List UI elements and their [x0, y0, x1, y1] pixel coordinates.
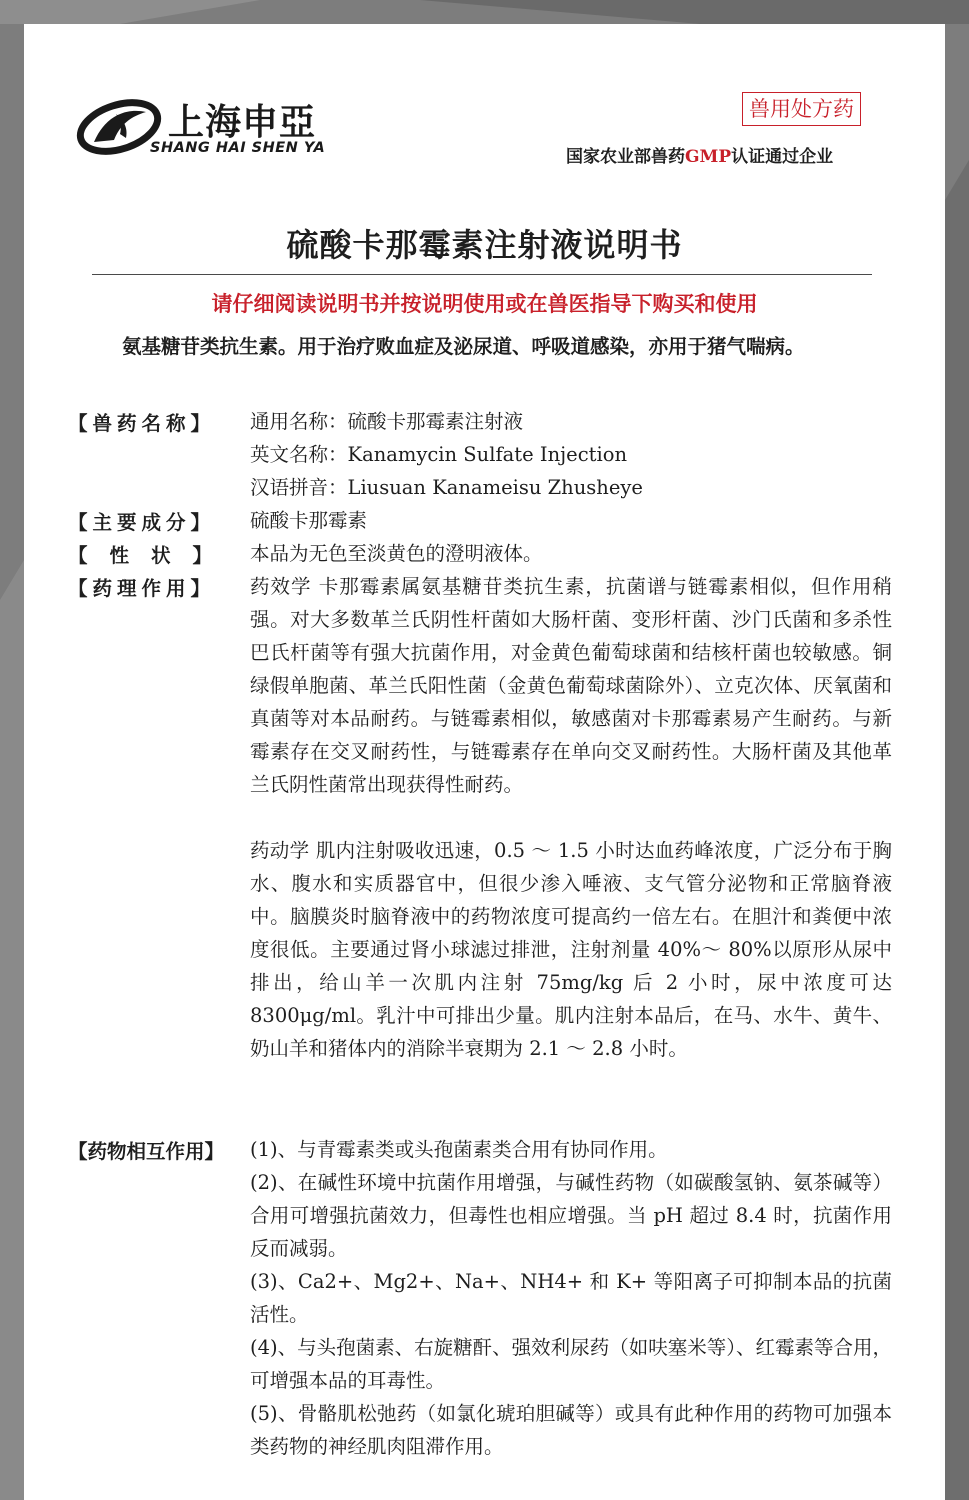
pinyin-name: 汉语拼音：Liusuan Kanameisu Zhusheye — [250, 476, 643, 499]
gmp-text-after: 认证通过企业 — [731, 147, 834, 167]
generic-name: 通用名称：硫酸卡那霉素注射液 — [250, 410, 524, 433]
section-label-property: 【性状】 — [68, 544, 235, 567]
section-label-ingredient: 【主要成分】 — [68, 511, 216, 534]
section-label-name: 【兽药名称】 — [68, 412, 216, 435]
company-logo — [76, 90, 366, 184]
interaction-item-4: (4)、与头孢菌素、右旋糖酐、强效利尿药（如呋塞米等）、红霉素等合用，可增强本品的耳毒性。 — [250, 1336, 892, 1392]
gmp-text-before: 国家农业部兽药 — [566, 147, 685, 167]
document-title: 硫酸卡那霉素注射液说明书 — [286, 226, 683, 264]
gmp-certification — [566, 142, 833, 167]
brand-name-cn: 上海申亞 — [168, 102, 317, 143]
ingredient-value: 硫酸卡那霉素 — [250, 509, 368, 532]
interaction-item-2: (2)、在碱性环境中抗菌作用增强，与碱性药物（如碳酸氢钠、氨茶碱等）合用可增强抗菌效力，但毒性也相应增强。当 pH 超过 8.4 时，抗菌作用反而减弱。 — [250, 1171, 892, 1260]
pharmacokinetics-text: 药动学 肌内注射吸收迅速，0.5 ～ 1.5 小时达血药峰浓度，广泛分布于胸水、腹水和实质器官中，但很少渗入唾液、支气管分泌物和正常脑脊液中。脑膜炎时脑脊液中的药物浓度可提高约一倍左右。在胆汁和粪便中浓度很低。主要通过肾小球滤过排泄，注射剂量 40%～ 80%以原形从尿中排出，给山羊一次肌内注射 75mg/kg 后 2 小时，尿中浓度可达 8300μg/ml。乳汁中可排出少量。肌内注射本品后，在马、水牛、黄牛、奶山羊和猪体内的消除半衰期为 2.1 ～ 2.8 小时。 — [250, 839, 892, 1060]
section-label-interactions: 【药物相互作用】 — [68, 1140, 225, 1163]
prescription-badge: 兽用处方药 — [742, 92, 861, 126]
usage-warning: 请仔细阅读说明书并按说明使用或在兽医指导下购买和使用 — [211, 291, 758, 316]
brand-name-en: SHANG HAI SHEN YA — [150, 140, 326, 156]
section-label-pharmacology: 【药理作用】 — [68, 577, 216, 600]
property-value: 本品为无色至淡黄色的澄明液体。 — [250, 542, 543, 565]
title-divider — [92, 274, 872, 275]
interaction-item-1: (1)、与青霉素类或头孢菌素类合用有协同作用。 — [250, 1138, 668, 1161]
english-name: 英文名称：Kanamycin Sulfate Injection — [250, 443, 628, 466]
leaflet-sheet — [24, 24, 945, 1500]
intro-paragraph: 氨基糖苷类抗生素。用于治疗败血症及泌尿道、呼吸道感染，亦用于猪气喘病。 — [122, 335, 805, 358]
interaction-item-5: (5)、骨骼肌松弛药（如氯化琥珀胆碱等）或具有此种作用的药物可加强本类药物的神经肌肉阻滞作用。 — [250, 1402, 892, 1458]
interaction-item-3: (3)、Ca2+、Mg2+、Na+、NH4+ 和 K+ 等阳离子可抑制本品的抗菌活性。 — [250, 1270, 892, 1326]
gmp-highlight: GMP — [685, 147, 732, 167]
pharmacodynamics-text: 药效学 卡那霉素属氨基糖苷类抗生素，抗菌谱与链霉素相似，但作用稍强。对大多数革兰氏阴性杆菌如大肠杆菌、变形杆菌、沙门氏菌和多杀性巴氏杆菌等有强大抗菌作用，对金黄色葡萄球菌和结核杆菌也较敏感。铜绿假单胞菌、革兰氏阳性菌（金黄色葡萄球菌除外）、立克次体、厌氧菌和真菌等对本品耐药。与链霉素相似，敏感菌对卡那霉素易产生耐药。与新霉素存在交叉耐药性，与链霉素存在单向交叉耐药性。大肠杆菌及其他革兰氏阴性菌常出现获得性耐药。 — [250, 575, 892, 796]
